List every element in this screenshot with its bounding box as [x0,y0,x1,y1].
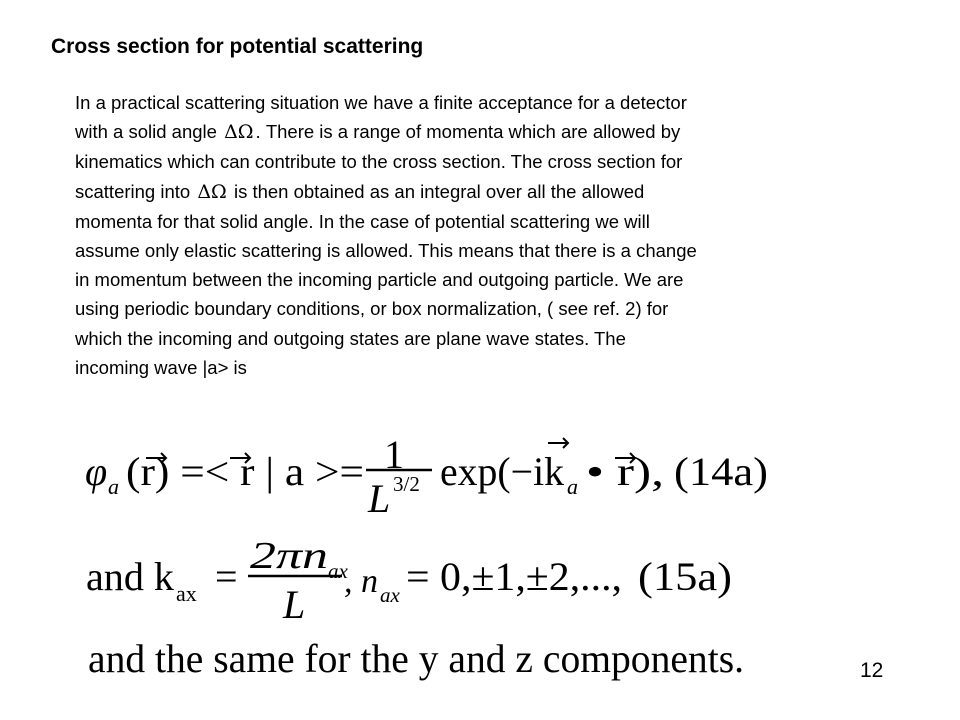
body-line: in momentum between the incoming particle and outgoing particle. We are [75,269,684,291]
eq15a-label: (15a) [638,554,732,599]
eq15a-values: = 0,±1,±2,..., [406,554,622,599]
page-number: 12 [860,659,884,682]
delta-omega-symbol: ΔΩ [224,121,254,144]
equation-14a [85,432,768,521]
body-line: which the incoming and outgoing states are plane wave states. The [75,327,626,349]
body-line: assume only elastic scattering is allowed. This means that there is a change [75,240,697,262]
eq14a-exp: exp(−ik [440,449,564,494]
eq15a-subscript: ax [176,581,197,606]
body-line: kinematics which can contribute to the cross section. The cross section for [75,151,683,173]
eq15a-n: , n [344,563,378,600]
equation-15a [86,535,732,627]
eq14a-numerator: 1 [384,432,404,477]
eq14a-phi-subscript: a [108,474,119,499]
body-line: scattering into ΔΩ is then obtained as an integral over all the allowed [75,180,645,203]
vector-arrow-icon [548,438,568,448]
eq15a-numerator-subscript: ax [328,559,348,583]
eq15a-lead: and k [86,554,174,599]
body-line: momenta for that solid angle. In the case of potential scattering we will [75,210,650,232]
eq15a-n-subscript: ax [380,583,400,607]
eq14a-lhs: (r) =< r | a >= [126,449,364,494]
body-line: incoming wave |a> is [75,356,247,378]
eq15a-equals: = [215,554,238,599]
body-line: with a solid angle ΔΩ . There is a range of momenta which are allowed by [75,121,681,144]
eq14a-k-subscript: a [567,474,578,499]
eq14a-phi: φ [85,449,108,494]
page-title: Cross section for potential scattering [51,35,424,58]
body-line: In a practical scattering situation we have a finite acceptance for a detector [75,92,687,113]
equation-note: and the same for the y and z components. [88,636,744,681]
eq14a-dot-r: • r), [586,449,664,494]
eq15a-numerator: 2πn [250,535,328,577]
eq15a-denominator: L [283,582,306,627]
eq14a-denominator: L [368,476,391,521]
eq14a-exponent: 3/2 [393,472,420,496]
eq14a-label: (14a) [674,449,768,494]
body-line: using periodic boundary conditions, or box normalization, ( see ref. 2) for [75,298,669,320]
delta-omega-symbol: ΔΩ [197,180,227,203]
